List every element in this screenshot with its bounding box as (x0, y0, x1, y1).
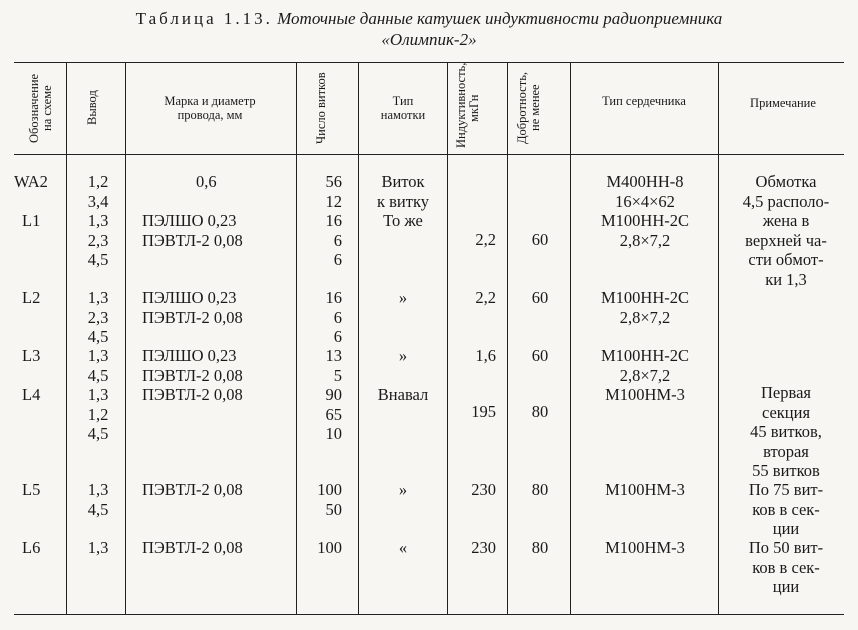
winding-cell: » (398, 346, 408, 365)
header-note: Примечание (750, 96, 816, 110)
core-cell: М100НН-2С 2,8×7,2 (600, 346, 689, 385)
designation-cell: WA2 (14, 172, 48, 191)
wire-cell: ПЭЛШО 0,23 ПЭВТЛ-2 0,08 (142, 211, 243, 250)
wire-cell: ПЭЛШО 0,23 ПЭВТЛ-2 0,08 (142, 288, 243, 327)
inductance-cell: 195 (471, 402, 496, 421)
terminal-cell: 1,3 2,3 4,5 (87, 288, 109, 346)
turns-cell: 13 5 (325, 346, 342, 385)
designation-cell: L5 (22, 480, 41, 499)
quality-cell: 80 (531, 480, 549, 499)
winding-cell: То же (383, 211, 423, 230)
designation-cell: L6 (22, 538, 41, 557)
turns-cell: 56 12 (325, 172, 342, 211)
wire-cell: ПЭВТЛ-2 0,08 (142, 538, 243, 557)
core-cell: М100НМ-3 (605, 480, 685, 499)
inductance-cell: 230 (471, 480, 496, 499)
header-terminal: Вывод (85, 90, 99, 126)
column-divider (447, 62, 448, 615)
winding-cell: Внавал (377, 385, 429, 404)
core-cell: М100НМ-3 (605, 538, 685, 557)
header-wire: Марка и диаметр провода, мм (164, 94, 256, 122)
column-divider (570, 62, 571, 615)
inductance-cell: 1,6 (475, 346, 496, 365)
wire-cell: ПЭВТЛ-2 0,08 (142, 480, 243, 499)
designation-cell: L1 (22, 211, 41, 230)
terminal-cell: 1,3 4,5 (87, 480, 109, 519)
core-cell: М400НН-8 16×4×62 (606, 172, 684, 211)
note-cell: Первая секция 45 витков, вторая 55 витков (750, 383, 822, 480)
turns-cell: 16 6 6 (325, 211, 342, 269)
column-divider (718, 62, 719, 615)
designation-cell: L3 (22, 346, 41, 365)
designation-cell: L4 (22, 385, 41, 404)
table-bottom-rule (14, 614, 844, 615)
column-divider (358, 62, 359, 615)
note-cell: Обмотка 4,5 располо- жена в верхней ча- сти обмот- ки 1,3 (742, 172, 830, 289)
quality-cell: 80 (531, 538, 549, 557)
quality-cell: 80 (531, 402, 549, 421)
terminal-cell: 1,2 3,4 (87, 172, 109, 211)
winding-cell: « (398, 538, 408, 557)
winding-cell: » (398, 288, 408, 307)
header-turns: Число витков (314, 72, 328, 144)
terminal-cell: 1,3 2,3 4,5 (87, 211, 109, 269)
header-designation: Обозначение на схеме (27, 73, 54, 143)
header-quality: Добротность, не менее (515, 71, 542, 145)
turns-cell: 16 6 6 (325, 288, 342, 346)
terminal-cell: 1,3 1,2 4,5 (87, 385, 109, 443)
header-core: Тип сердечника (602, 94, 686, 108)
wire-cell: ПЭВТЛ-2 0,08 (142, 385, 243, 404)
quality-cell: 60 (531, 346, 549, 365)
turns-cell: 100 50 (317, 480, 342, 519)
table-top-rule (14, 62, 844, 63)
note-cell: По 75 вит- ков в сек- ции (748, 480, 824, 538)
column-divider (296, 62, 297, 615)
turns-cell: 100 (317, 538, 342, 557)
header-inductance: Индуктивность, мкГн (454, 62, 481, 148)
wire-cell: 0,6 (196, 172, 217, 191)
note-cell: По 50 вит- ков в сек- ции (748, 538, 824, 596)
column-divider (66, 62, 67, 615)
table-header-rule (14, 154, 844, 155)
inductance-cell: 230 (471, 538, 496, 557)
header-winding: Тип намотки (380, 94, 426, 122)
column-divider (507, 62, 508, 615)
table-title (0, 8, 858, 50)
winding-cell: Виток к витку (376, 172, 429, 211)
inductance-cell: 2,2 (475, 288, 496, 307)
terminal-cell: 1,3 4,5 (87, 346, 109, 385)
quality-cell: 60 (531, 230, 549, 249)
designation-cell: L2 (22, 288, 41, 307)
inductance-cell: 2,2 (475, 230, 496, 249)
turns-cell: 90 65 10 (325, 385, 342, 443)
table-label: Таблица 1.13. (135, 9, 273, 28)
quality-cell: 60 (531, 288, 549, 307)
table-caption-line2: «Олимпик-2» (381, 30, 477, 49)
core-cell: М100НН-2С 2,8×7,2 (600, 288, 689, 327)
table-caption-line1: Моточные данные катушек индуктивности радиоприемника (277, 9, 723, 28)
wire-cell: ПЭЛШО 0,23 ПЭВТЛ-2 0,08 (142, 346, 243, 385)
winding-cell: » (398, 480, 408, 499)
core-cell: М100НМ-3 (605, 385, 685, 404)
core-cell: М100НН-2С 2,8×7,2 (600, 211, 689, 250)
terminal-cell: 1,3 (87, 538, 109, 557)
